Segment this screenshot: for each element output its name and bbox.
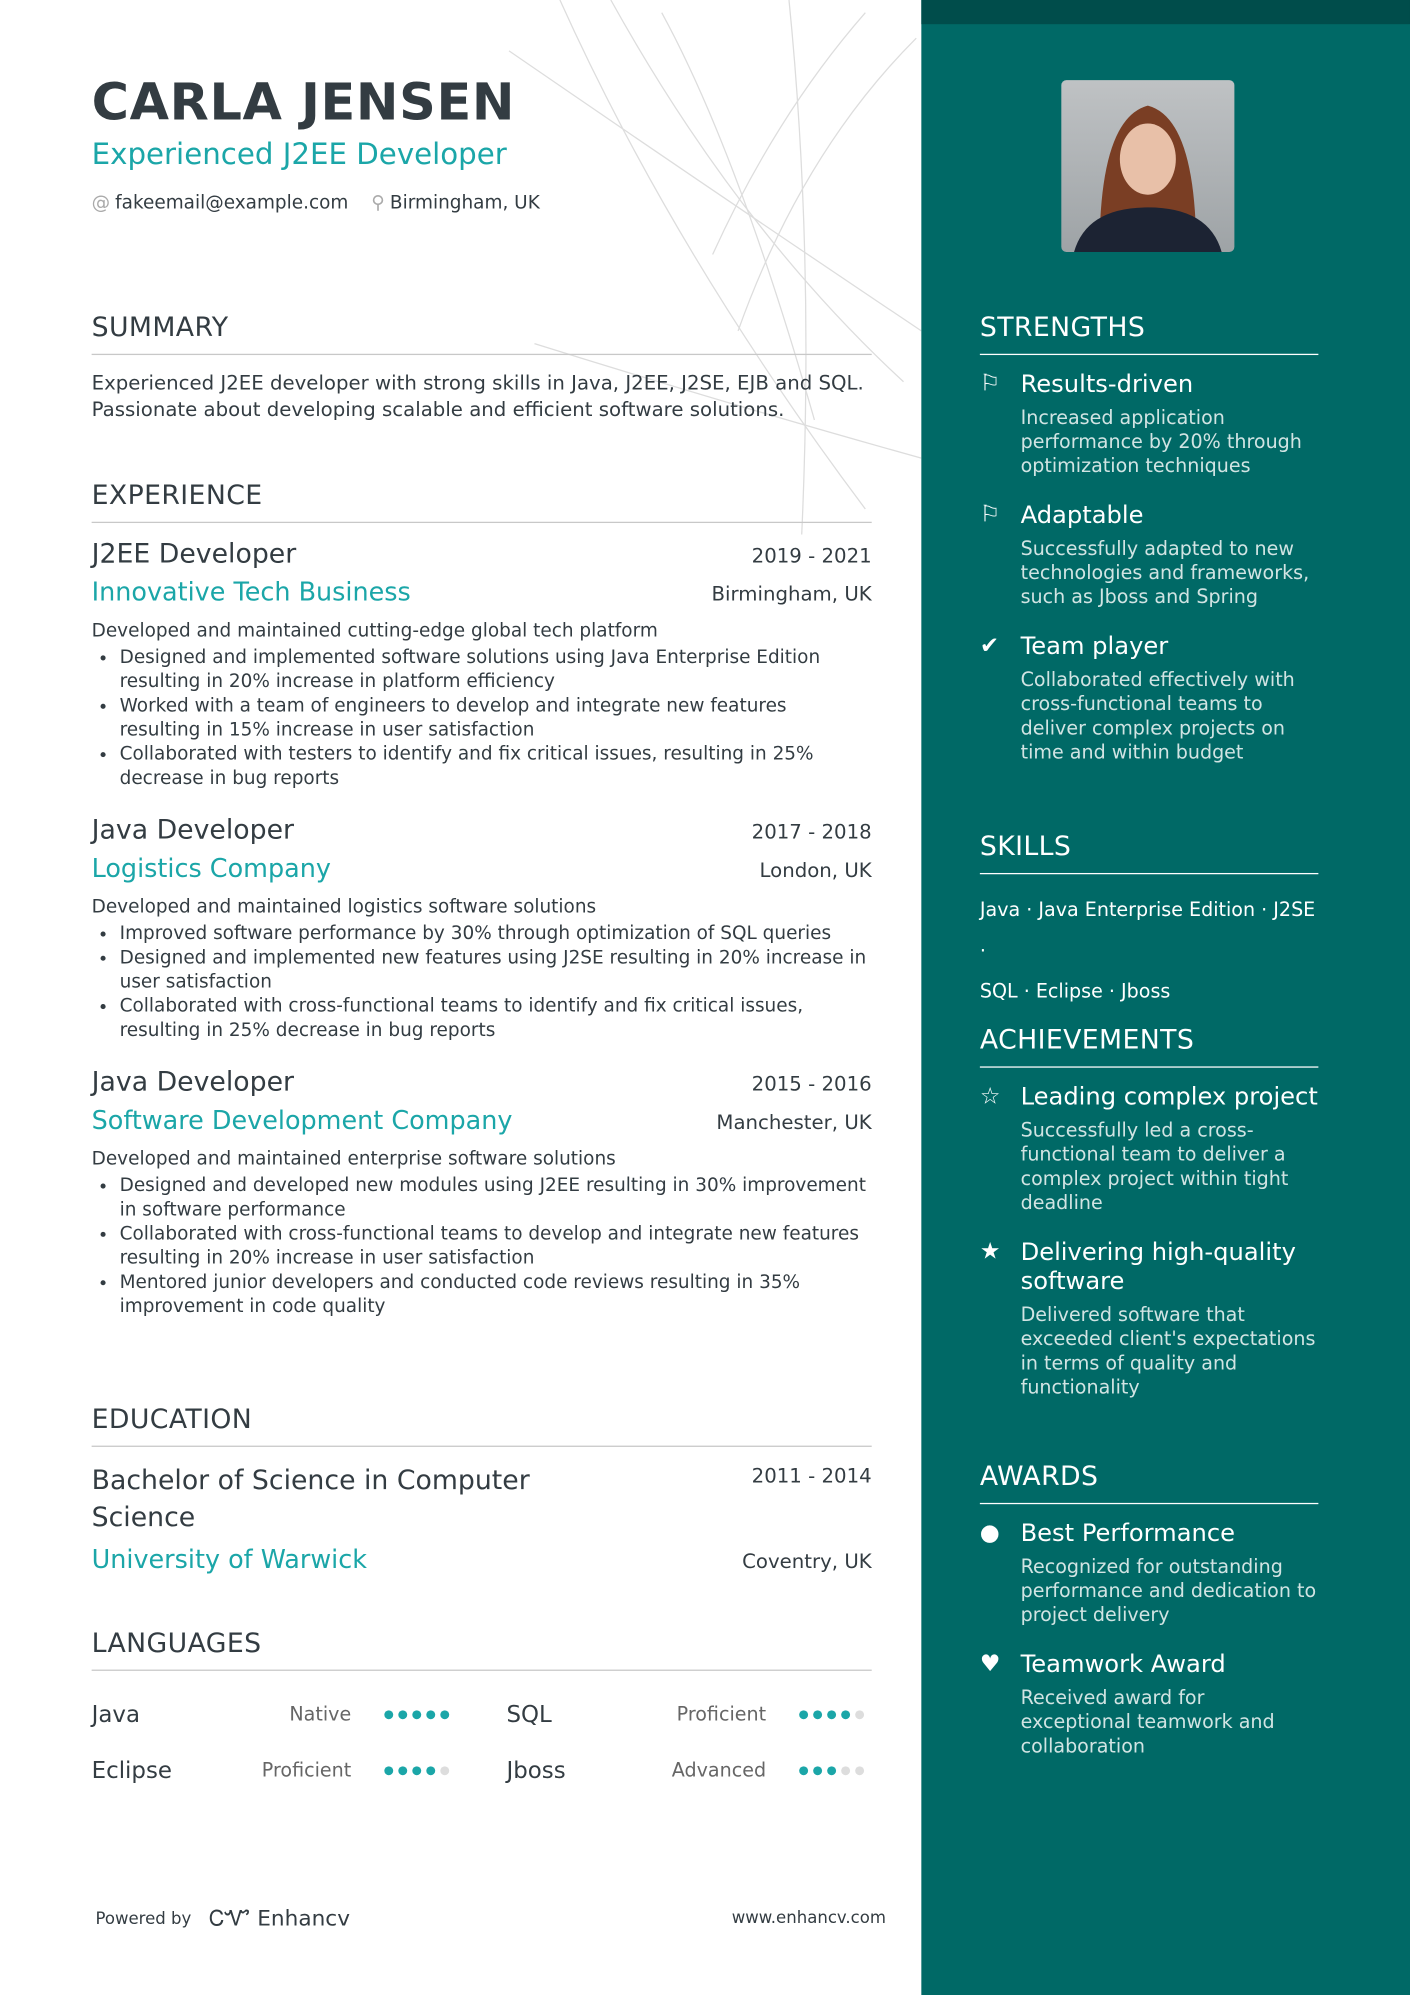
language-rating: [799, 1766, 875, 1775]
rating-dot: [799, 1710, 808, 1719]
strengths-item: [980, 501, 1319, 609]
rating-dot: [813, 1766, 822, 1775]
education-dates: 2011 - 2014: [751, 1464, 872, 1488]
education-section: [92, 1404, 872, 1575]
rating-dot: [384, 1710, 393, 1719]
language-level: Native: [289, 1702, 352, 1726]
language-item: [92, 1742, 507, 1798]
portrait-illustration: [1061, 80, 1234, 252]
rating-dot: [426, 1710, 435, 1719]
section-heading: SUMMARY: [92, 312, 872, 355]
job-entry: [92, 814, 872, 1043]
job-bullet: • Improved software performance by 30% through optimization of SQL queries: [120, 923, 872, 947]
job-bullet: • Collaborated with cross-functional teams to identify and fix critical issues, resulting in 25% decrease in bug reports: [120, 995, 872, 1043]
rating-dot: [440, 1710, 449, 1719]
at-icon: @: [91, 193, 111, 214]
item-title: Delivering high-quality software: [1020, 1238, 1296, 1296]
experience-section: [92, 480, 872, 1343]
language-name: Jboss: [506, 1756, 566, 1784]
job-description: Developed and maintained logistics software solutions: [91, 897, 597, 918]
rating-dot: [398, 1710, 407, 1719]
achievements-item: [980, 1238, 1319, 1400]
job-bullet: • Designed and implemented software solutions using Java Enterprise Edition resulting in 20% increase in platform efficiency: [120, 646, 872, 694]
awards-item: [980, 1651, 1319, 1759]
sidebar-top-band: [921, 0, 1410, 24]
rating-dot: [412, 1710, 421, 1719]
section-heading: SKILLS: [980, 831, 1319, 874]
star-icon: ☆: [979, 1082, 1001, 1110]
language-rating: [384, 1710, 460, 1719]
language-item: [506, 1686, 875, 1742]
rating-dot: [440, 1766, 449, 1775]
rating-dot: [398, 1766, 407, 1775]
item-description: Collaborated effectively with cross-functional teams to deliver complex projects on time and within budget: [1020, 668, 1295, 764]
language-name: SQL: [506, 1700, 552, 1728]
decorative-scribbles: [484, 0, 922, 534]
item-title: Results-driven: [1020, 370, 1194, 399]
section-heading: EDUCATION: [92, 1404, 872, 1447]
check-icon: ✔: [979, 632, 1000, 660]
rating-dot: [426, 1766, 435, 1775]
job-bullet: • Worked with a team of engineers to develop and integrate new features resulting in 15% increase in user satisfaction: [120, 695, 872, 743]
section-heading: EXPERIENCE: [92, 480, 872, 523]
item-description: Increased application performance by 20% through optimization techniques: [1020, 405, 1302, 478]
item-title: Leading complex project: [1020, 1082, 1318, 1111]
item-description: Received award for exceptional teamwork and collaboration: [1020, 1686, 1275, 1758]
language-level: Proficient: [676, 1702, 767, 1726]
language-name: Java: [91, 1700, 141, 1728]
section-heading: LANGUAGES: [92, 1628, 872, 1671]
item-description: Successfully led a cross-functional team to deliver a complex project within tight deadline: [1020, 1118, 1289, 1215]
company: Innovative Tech Business: [91, 576, 411, 608]
summary-text: Experienced J2EE developer with strong skills in Java, J2EE, J2SE, EJB and SQL. Passionate about developing scalable and efficient software solutions.: [91, 371, 864, 422]
job-dates: 2015 - 2016: [751, 1072, 872, 1096]
languages-section: [92, 1628, 872, 1799]
education-location: Coventry, UK: [742, 1549, 872, 1573]
job-entry: [92, 1066, 872, 1319]
awards-section: [980, 1461, 1319, 1782]
heart-icon: ♥: [979, 1650, 1001, 1678]
language-item: [506, 1742, 875, 1798]
head-icon: ●: [979, 1519, 1000, 1547]
footer-powered: Powered by ᏟᏉ Enhancv: [95, 1906, 350, 1932]
school: University of Warwick: [91, 1543, 367, 1575]
job-bullet: • Designed and implemented new features using J2SE resulting in 20% increase in user satisfaction: [120, 947, 872, 995]
item-description: Delivered software that exceeded client's expectations in terms of quality and functionality: [1020, 1303, 1316, 1399]
language-item: [92, 1686, 507, 1742]
job-location: London, UK: [759, 858, 872, 882]
language-rating: [384, 1766, 460, 1775]
achievements-section: [980, 1024, 1319, 1422]
rating-dot: [412, 1766, 421, 1775]
rating-dot: [813, 1710, 822, 1719]
skills-list: Java · Java Enterprise Edition · J2SE · SQL · Eclipse · Jboss: [979, 898, 1316, 1003]
rating-dot: [384, 1766, 393, 1775]
flag-icon: ⚐: [979, 501, 1001, 529]
item-description: Successfully adapted to new technologies and frameworks, such as Jboss and Spring: [1020, 537, 1310, 609]
profile-photo: [1061, 80, 1234, 252]
job-title: J2EE Developer: [91, 538, 297, 569]
job-location: Manchester, UK: [716, 1110, 872, 1134]
strengths-item: [980, 632, 1319, 764]
job-description: Developed and maintained cutting-edge global tech platform: [91, 621, 658, 642]
job-location: Birmingham, UK: [711, 582, 872, 606]
contact-info: [92, 193, 540, 213]
item-title: Best Performance: [1020, 1519, 1236, 1548]
job-bullet: • Collaborated with cross-functional teams to develop and integrate new features resulting in 20% increase in user satisfaction: [120, 1223, 872, 1271]
job-bullet: • Mentored junior developers and conducted code reviews resulting in 35% improvement in code quality: [120, 1271, 872, 1319]
section-heading: AWARDS: [980, 1461, 1319, 1504]
job-title: Java Developer: [91, 814, 295, 845]
rating-dot: [855, 1710, 864, 1719]
item-title: Team player: [1020, 632, 1169, 661]
job-dates: 2019 - 2021: [751, 544, 872, 568]
language-name: Eclipse: [91, 1756, 172, 1784]
language-rating: [799, 1710, 875, 1719]
job-description: Developed and maintained enterprise software solutions: [91, 1149, 616, 1170]
flag-icon: ⚐: [979, 370, 1001, 398]
job-bullet: • Designed and developed new modules using J2EE resulting in 30% improvement in software performance: [120, 1175, 872, 1223]
email[interactable]: @ fakeemail@example.com: [91, 193, 349, 214]
item-title: Teamwork Award: [1020, 1650, 1226, 1679]
star-half-icon: ★: [979, 1238, 1001, 1265]
location-pin-icon: ⚲: [371, 193, 385, 214]
item-title: Adaptable: [1020, 501, 1144, 530]
language-level: Proficient: [261, 1758, 352, 1782]
rating-dot: [799, 1766, 808, 1775]
awards-item: [980, 1519, 1319, 1627]
achievements-item: [980, 1083, 1319, 1215]
strengths-item: [980, 370, 1319, 478]
rating-dot: [827, 1766, 836, 1775]
item-description: Recognized for outstanding performance and dedication to project delivery: [1020, 1555, 1317, 1627]
candidate-title: Experienced J2EE Developer: [91, 138, 507, 172]
candidate-name: CARLA JENSEN: [91, 73, 516, 133]
rating-dot: [841, 1766, 850, 1775]
company: Logistics Company: [91, 852, 331, 884]
location: ⚲ Birmingham, UK: [371, 193, 540, 214]
skills-section: [980, 831, 1319, 1012]
company: Software Development Company: [91, 1104, 513, 1136]
rating-dot: [841, 1710, 850, 1719]
enhancv-logo[interactable]: ᏟᏉ Enhancv: [209, 1906, 350, 1932]
rating-dot: [827, 1710, 836, 1719]
language-level: Advanced: [671, 1758, 767, 1782]
rating-dot: [855, 1766, 864, 1775]
job-dates: 2017 - 2018: [751, 820, 872, 844]
footer-url[interactable]: www.enhancv.com: [731, 1908, 887, 1928]
job-title: Java Developer: [91, 1066, 295, 1097]
section-heading: STRENGTHS: [980, 312, 1319, 355]
summary-section: [92, 312, 872, 424]
job-bullet: • Collaborated with testers to identify and fix critical issues, resulting in 25% decrease in bug reports: [120, 743, 872, 791]
section-heading: ACHIEVEMENTS: [980, 1024, 1319, 1067]
degree: Bachelor of Science in Computer Science: [91, 1464, 530, 1533]
job-entry: [92, 538, 872, 791]
strengths-section: [980, 312, 1319, 788]
